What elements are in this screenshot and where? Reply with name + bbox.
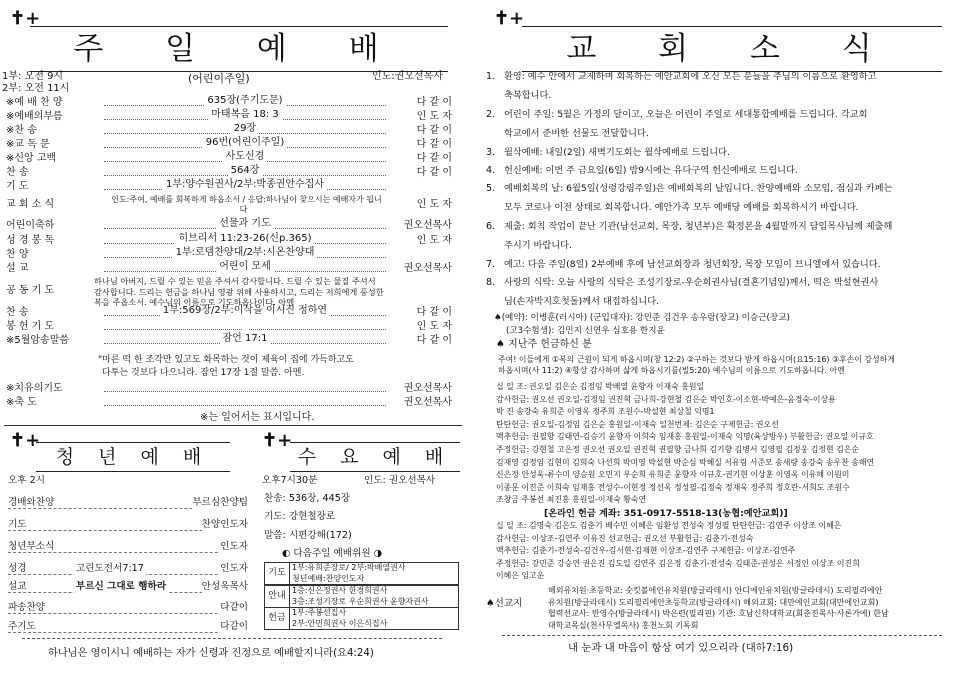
footer-verse: 하나님은 영이시니 예배하는 자가 신령과 진정으로 예배할지니라(요4:24) bbox=[48, 648, 374, 659]
page-title: 주 일 예 배 bbox=[30, 26, 448, 72]
order-item: 히브리서 11:23-26(신p.365) bbox=[175, 233, 314, 244]
news-line: 모두 코로나 이전 상태로 회복합니다. 예안가족 모두 예배당 예배를 회복하시기 바랍니다. bbox=[504, 201, 859, 213]
order-label: ※축 도 bbox=[6, 397, 37, 408]
mission-label: ♠선교지 bbox=[486, 598, 523, 609]
duty-names bbox=[289, 607, 459, 630]
youth-order-officiant: 인도자 bbox=[220, 541, 248, 552]
duty-name-line: 1부:주봉선집사 bbox=[292, 608, 347, 617]
verse-line: 다투는 것보다 나으니라. 잠언 17장 1절 말씀. 아멘. bbox=[102, 368, 305, 378]
order-item: 잠언 17:1 bbox=[220, 333, 271, 344]
order-officiant: 다 같 이 bbox=[416, 153, 452, 164]
stand-note: ※는 일어서는 표시입니다. bbox=[200, 412, 315, 423]
order-item: 어린이 모세 bbox=[216, 261, 273, 272]
youth-order-row bbox=[8, 496, 248, 509]
mission-list bbox=[548, 585, 960, 631]
offering-line: 김재영 김정임 김현미 김희숙 나선희 박미영 박설현 박순심 박혜실 서유림 서준모 송새량 송강숙 송우찬 송해연 bbox=[496, 457, 875, 467]
service-time-1: 1부: 오전 9시 bbox=[2, 71, 64, 82]
offering-prayer bbox=[94, 276, 384, 308]
news-line: 사랑의 식탁: 오늘 사랑의 식탁은 조성기장로-우순희권사님(결혼기념일)께서, 떡은 박설현권사 bbox=[504, 277, 879, 288]
children-day-label: (어린이주일) bbox=[188, 72, 250, 85]
offering-line: 맥추헌금: 권필향 김태연-김승기 윤향자 이희숙 임재홍 홍원일-이재숙 익명(육상방우) 부활헌금: 권오일 이규호 bbox=[496, 432, 874, 442]
youth-order-officiant: 부르심찬양팀 bbox=[192, 497, 248, 508]
order-label: 찬 송 bbox=[6, 307, 29, 318]
order-officiant: 권오선목사 bbox=[403, 383, 452, 394]
youth-order-row bbox=[8, 540, 248, 553]
duty-names bbox=[289, 585, 459, 608]
news-number: 7. bbox=[486, 259, 496, 270]
offering-line: 탄탄헌금: 권오일-김정임 김은순 홍원일-이재숙 일천번제: 김은순 구제헌금: 권오선 bbox=[496, 419, 779, 429]
order-row bbox=[6, 262, 452, 276]
order-item: 선물과 기도 bbox=[216, 218, 273, 229]
youth-order-label: 청년부소식 bbox=[8, 541, 55, 552]
order-label: ※예 배 찬 양 bbox=[6, 97, 63, 108]
news-number: 6. bbox=[486, 221, 496, 232]
youth-order-officiant: 찬양인도자 bbox=[201, 519, 248, 530]
youth-time: 오후 2시 bbox=[8, 475, 45, 486]
news-line: 제출: 회칙 작업이 끝난 기관(남선교회, 목장, 청년부)은 확정본을 4월말까지 담임목사님께 제출해 bbox=[504, 221, 893, 232]
youth-order-row bbox=[8, 562, 248, 575]
news-item bbox=[486, 256, 954, 275]
news-line: 축복합니다. bbox=[504, 89, 552, 101]
news-item bbox=[486, 274, 954, 311]
offering-line: 십 일 조: 김명숙 김은도 김춘기 배수민 이혜은 임환성 전성숙 정성필 탄탄헌금: 김연주 이상조 이혜은 bbox=[496, 521, 842, 530]
order-row-healing bbox=[6, 382, 452, 396]
order-officiant: 다 같 이 bbox=[416, 307, 452, 318]
news-item bbox=[486, 68, 954, 105]
news-item bbox=[486, 218, 954, 255]
order-label: ※신앙 고백 bbox=[6, 153, 57, 164]
verse-line: 하옵시며(사 11:2) ④항상 감사하며 삶게 하옵시기를(빌5:20) 예수님의 이름으로 기도하옵니다. 아멘 bbox=[498, 366, 845, 376]
order-officiant: 인 도 자 bbox=[416, 111, 452, 122]
youth-order-officiant: 다같이 bbox=[220, 602, 248, 613]
offering-line: 이종문 이진준 이희숙 임재홍 전성수-이현정 정선옥 정성필-김정숙 정재욱 정주희 정호란-서희도 조원수 bbox=[496, 482, 850, 492]
order-row bbox=[6, 180, 452, 194]
news-line: 학교에서 준비한 선물도 전달합니다. bbox=[504, 127, 649, 139]
duty-role: 기도 bbox=[264, 562, 290, 585]
news-line: 예배회복의 날: 6월5일(성령강림주일)은 예배회복의 날입니다. 찬양예배와 소모임, 점심과 카페는 bbox=[504, 183, 893, 194]
wednesday-prayer: 기도: 강현철장로 bbox=[264, 511, 336, 522]
news-item bbox=[486, 106, 954, 143]
duty-role: 안내 bbox=[264, 585, 290, 608]
youth-order-label: 주기도 bbox=[8, 621, 36, 632]
order-item: 96번(어린이주일) bbox=[203, 137, 288, 148]
order-label: 공 동 기 도 bbox=[6, 285, 55, 296]
order-officiant: 인 도 자 bbox=[416, 235, 452, 246]
cross-icon: ✝+ bbox=[262, 430, 293, 451]
order-label: ※예배의부름 bbox=[6, 111, 63, 122]
news-number: 8. bbox=[486, 277, 496, 288]
prayer-line: 복을 주옵소서. 예수님의 이름으로 기도하옵나이다. 아멘 bbox=[94, 297, 295, 308]
order-officiant: 인 도 자 bbox=[416, 199, 452, 210]
order-officiant: 다 같 이 bbox=[416, 335, 452, 346]
news-item bbox=[486, 180, 954, 217]
wednesday-time: 오후7시30분 bbox=[262, 475, 318, 486]
order-row-benediction bbox=[6, 396, 452, 410]
youth-order-item: 부르신 그대로 행하라 bbox=[76, 581, 167, 592]
offering-line: 십 일 조: 권오일 김은순 김정임 박배열 윤향자 이재숙 홍원일 bbox=[496, 382, 705, 391]
news-item bbox=[486, 144, 954, 163]
order-label: 교 회 소 식 bbox=[6, 199, 55, 210]
youth-order-officiant: 다같이 bbox=[220, 621, 248, 632]
order-officiant: 다 같 이 bbox=[416, 139, 452, 150]
news-line: 환영: 예수 안에서 교제하며 회복하는 예안교회에 오신 모든 분들을 주님의 이름으로 환영하고 bbox=[504, 71, 877, 82]
order-row bbox=[6, 219, 452, 233]
order-officiant: 다 같 이 bbox=[416, 125, 452, 136]
order-label: ※찬 송 bbox=[6, 125, 37, 136]
news-line: 예고: 다음 주일(8일) 2부예배 후에 남선교회장과 청년회장, 목장 모임이 브니엘에서 있습니다. bbox=[504, 259, 881, 270]
mission-line: 유치원(방글라데시) 도리필리에안초등학교(방글라데시) 해외교회: 대만에인교회(대만에인교회) bbox=[548, 597, 879, 607]
offering-line: 주정헌금: 강현철 고은정 권오선 권오일 권진혁 권필향 금나희 김기향 김병서 김영필 김정웅 김정현 김은순 bbox=[496, 445, 860, 454]
order-officiant: 다 같 이 bbox=[416, 167, 452, 178]
online-account: [온라인 헌금 계좌: 351-0917-5518-13(농협:예안교회)] bbox=[544, 508, 788, 519]
wednesday-leader: 인도: 권오선목사 bbox=[364, 475, 436, 486]
youth-order-row bbox=[8, 580, 248, 593]
verse-line: 주여! 이들에게 ①복의 근원이 되게 하옵시며(창 12:2) ②구하는 것보다 받게 하옵시며(요15:16) ③후손이 강성하게 bbox=[498, 355, 895, 364]
youth-order-row bbox=[8, 620, 248, 633]
order-row bbox=[6, 195, 452, 214]
service-time-2: 2부: 오전 11시 bbox=[2, 83, 70, 94]
offering-line: 이혜은 임고운 bbox=[496, 571, 545, 581]
duty-names bbox=[289, 562, 459, 585]
cross-icon: ✝+ bbox=[10, 8, 41, 29]
news-line: 월삭예배: 내일(2일) 새벽기도회는 월삭예배로 드립니다. bbox=[504, 147, 730, 158]
order-officiant: 권오선목사 bbox=[403, 220, 452, 231]
visitor-line: (고3수험생): 김민지 신연우 심호용 한지윤 bbox=[506, 325, 665, 336]
order-officiant: 다 같 이 bbox=[416, 97, 452, 108]
youth-order-officiant: 안성욱목사 bbox=[201, 581, 248, 592]
order-label: 성 경 봉 독 bbox=[6, 235, 55, 246]
wednesday-hymn: 찬송: 536장, 445장 bbox=[264, 493, 351, 504]
youth-order-officiant: 인도자 bbox=[220, 563, 248, 574]
order-item: 29장 bbox=[231, 123, 259, 134]
news-line: 헌신예배: 이번 주 금요일(6일) 밤9시에는 유다구역 헌신예배로 드립니다. bbox=[504, 165, 798, 176]
offering-line: 박 진 송강숙 유희준 이영옥 정주희 조원수-박설현 최상철 익명1 bbox=[496, 407, 715, 417]
order-item: 마태복음 18: 3 bbox=[208, 109, 281, 120]
news-number: 5. bbox=[486, 183, 496, 194]
news-number: 3. bbox=[486, 147, 496, 158]
wednesday-title: 수 요 예 배 bbox=[290, 442, 460, 472]
youth-order-label: 설교 bbox=[8, 581, 27, 592]
order-label: 어린이축하 bbox=[6, 220, 55, 231]
duty-name-line: 청년예배:찬양인도자 bbox=[292, 573, 365, 583]
duty-name-line: 1부:유희준장로/ 2부:박배열권사 bbox=[292, 563, 406, 572]
offering-verse bbox=[498, 354, 958, 377]
order-row bbox=[6, 334, 452, 348]
youth-order-row bbox=[8, 518, 248, 531]
youth-order-label: 파송찬양 bbox=[8, 602, 46, 613]
duty-name-line: 2부:안민희권사 이은식집사 bbox=[292, 618, 388, 628]
offering-line: 신은정 안성욱-류수미 양승원 오민지 우순희 유희준 윤향자 이규호-권기현 이상훈 이영옥 이유해 이원미 bbox=[496, 470, 850, 480]
news-item bbox=[486, 162, 954, 181]
order-item: 564장 bbox=[228, 165, 263, 176]
wednesday-sermon: 말씀: 시편강해(172) bbox=[264, 530, 352, 541]
visitor-line: ♠(예약): 이병훈(러시아) (군입대자): 강민준 김건우 송우람(장교) 이승근(장교) bbox=[494, 313, 790, 323]
news-title: 교 회 소 식 bbox=[522, 26, 942, 72]
youth-order-item: 고린도전서7:17 bbox=[76, 563, 144, 574]
youth-order-label: 기도 bbox=[8, 519, 27, 530]
duty-title: ◐ 다음주일 예배위원 ◑ bbox=[282, 548, 383, 559]
duty-role: 헌금 bbox=[264, 607, 290, 630]
offering-line: 주정헌금: 강민준 강승연 권은진 김도일 김연주 김은정 김춘기-전성숙 김태준-권성은 서정인 이상조 이진희 bbox=[496, 558, 860, 568]
worship-page bbox=[0, 0, 468, 681]
news-number: 1. bbox=[486, 71, 496, 82]
youth-order-label: 경배와찬양 bbox=[8, 497, 55, 508]
order-item: 1부:양수원권사/2부:박종권안수집사 bbox=[163, 179, 327, 190]
memory-verse bbox=[98, 354, 354, 380]
order-label: ※치유의기도 bbox=[6, 383, 63, 394]
news-number: 2. bbox=[486, 109, 496, 120]
offering-line: 감사헌금: 권오선 권오일-김정임 권진혁 금나희-강현철 김은순 박인호-이소현-박예은-음경숙-이상용 bbox=[496, 394, 836, 404]
mission-line: 대학교목실(천사무엘목사) 홍천노회 기독회 bbox=[548, 620, 699, 630]
youth-order-row bbox=[8, 601, 248, 614]
order-label: 설 교 bbox=[6, 263, 29, 274]
news-line: 어린이 주일: 5월은 가정의 달이고, 오늘은 어린이 주일로 세대통합예배를 드립니다. 각교회 bbox=[504, 109, 868, 120]
offering-line: 맥추헌금: 김춘기-전성숙-김건우-김서현-김재현 이상조-김연주 구제헌금: 이상조-김연주 bbox=[496, 546, 796, 556]
order-officiant: 인 도 자 bbox=[416, 321, 452, 332]
order-item: 사도신경 bbox=[223, 151, 268, 162]
order-label: ※5월암송말씀 bbox=[6, 335, 70, 346]
divider bbox=[4, 425, 462, 426]
order-label: 봉 헌 기 도 bbox=[6, 321, 55, 332]
news-number: 4. bbox=[486, 165, 496, 176]
news-page bbox=[482, 0, 960, 681]
offering-line: 감사헌금: 이상조-김연주 이유진 선교헌금: 권오선 부활헌금: 김춘기-전성숙 bbox=[496, 533, 754, 543]
offering-line: 조창금 주봉선 최진홍 홍원일-이재숙 황숙연 bbox=[496, 495, 647, 505]
order-item bbox=[242, 319, 248, 330]
cross-icon: ✝+ bbox=[10, 430, 41, 451]
order-item: 인도:주여, 예배를 회복하게 하옵소서 / 응답:하나님이 찾으시는 예배자가 됩니다 bbox=[108, 195, 382, 214]
prayer-line: 감사합니다. 드리는 헌금을 하나님 영광 위해 사용하시고, 드리는 저희에게 풍성한 bbox=[94, 286, 384, 297]
youth-title: 청 년 예 배 bbox=[36, 442, 230, 472]
order-item: 1부:로뎀찬양대/2부:시온찬양대 bbox=[173, 247, 318, 258]
prayer-line: 하나님 아버지, 드릴 수 있는 믿음 주셔서 감사합니다. 드릴 수 있는 물질 주셔서 bbox=[94, 276, 376, 286]
offering-title: ♠ 지난주 헌금하신 분 bbox=[496, 339, 592, 350]
visitors bbox=[494, 312, 954, 337]
order-officiant: 권오선목사 bbox=[403, 397, 452, 408]
order-label: 찬 송 bbox=[6, 167, 29, 178]
order-item: 635장(주기도문) bbox=[204, 95, 285, 106]
cross-icon: ✝+ bbox=[494, 8, 525, 29]
mission-line: 협력선교사: 반영수(방글라데시) 박은련(필리핀) 기관: 호남신학대학교(회춘진목사·사론가에) 한남 bbox=[548, 609, 889, 618]
news-line: 주시기 바랍니다. bbox=[504, 239, 572, 251]
order-label: 찬 양 bbox=[6, 249, 29, 260]
order-officiant: 권오선목사 bbox=[403, 263, 452, 274]
order-label: ※교 독 문 bbox=[6, 139, 50, 150]
news-line: 님(손자박지호첫돌)께서 대접하십니다. bbox=[504, 295, 660, 307]
verse-line: "마른 떡 한 조각만 있고도 화목하는 것이 제육이 집에 가득하고도 bbox=[98, 355, 354, 365]
duty-name-line: 1층:신은정권사 한경희권사 bbox=[292, 586, 388, 595]
duty-name-line: 3층:조성기장로 우순희권사 윤향자권사 bbox=[292, 596, 429, 606]
footer-verse: 내 눈과 내 마음이 항상 여기 있으리라 (대하7:16) bbox=[568, 642, 794, 654]
youth-order-label: 성경 bbox=[8, 563, 27, 574]
preacher: 인도:권오선목사 bbox=[372, 71, 443, 82]
order-label: 기 도 bbox=[6, 181, 29, 192]
divider bbox=[502, 635, 942, 636]
mission-line: 해외유치원·초등학교: 숫킷볼에인유치원(방글라데시) 안디에인유치원(방글라데시) 도리필리에안 bbox=[548, 586, 883, 595]
divider bbox=[22, 638, 442, 639]
order-item: 1부:569장/2부:이삭을 이시진 정하연 bbox=[160, 305, 330, 316]
